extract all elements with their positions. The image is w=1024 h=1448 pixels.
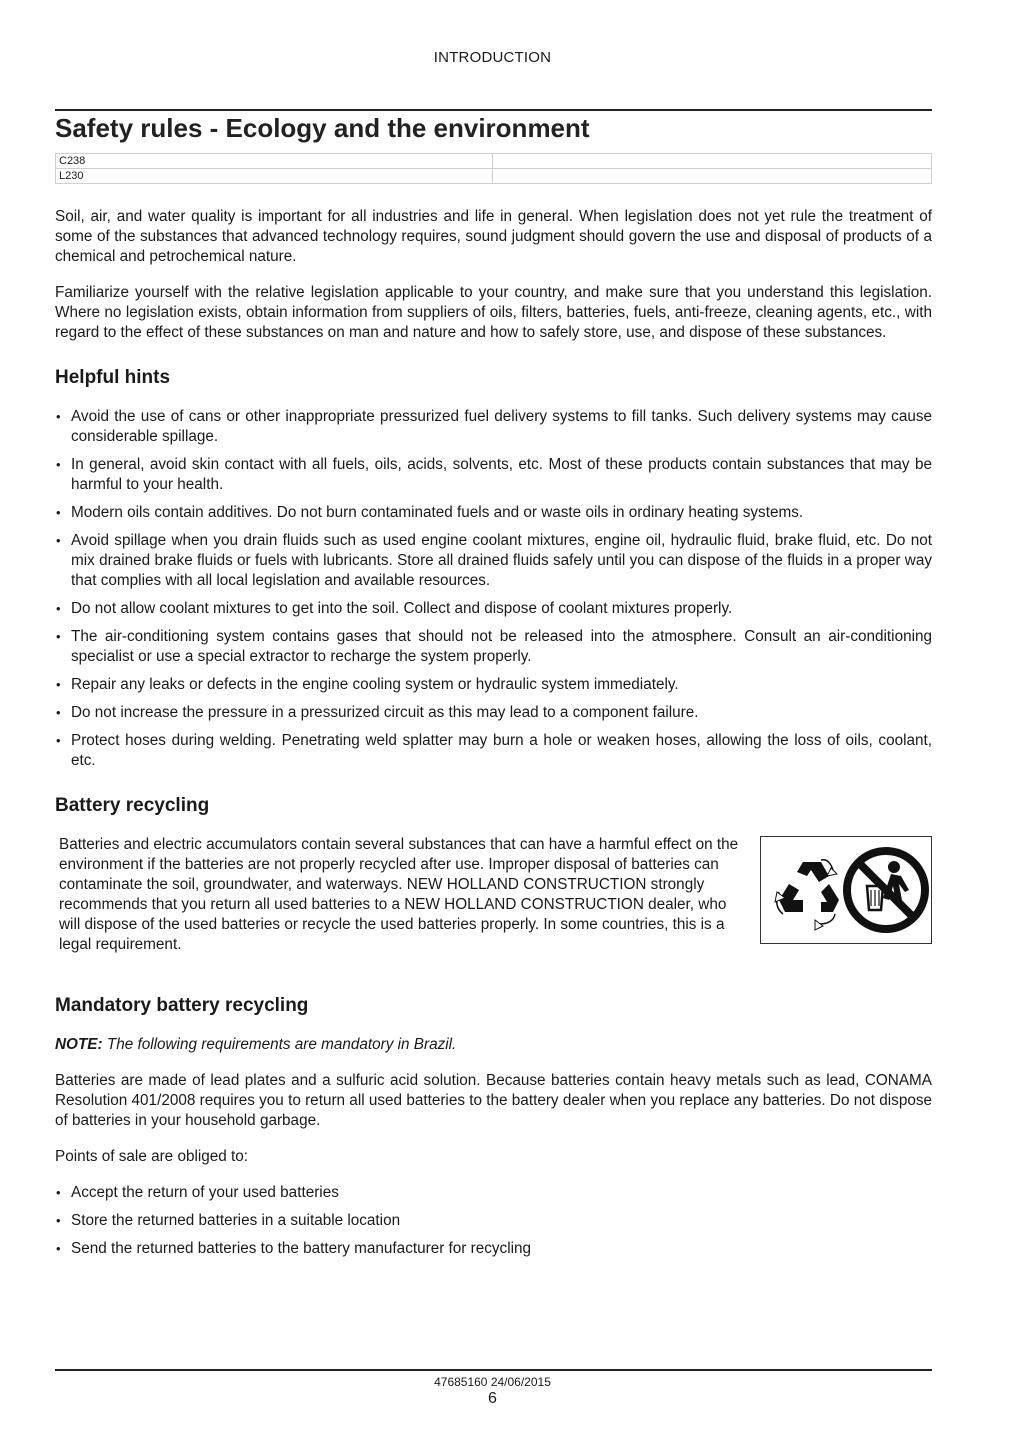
table-row [56,154,932,169]
battery-recycling-section [55,835,932,971]
helpful-hints-heading: Helpful hints [55,367,171,388]
list-item: • Send the returned batteries to the battery manufacturer for recycling [55,1239,932,1259]
model-code: C238 [56,154,493,169]
top-divider [55,109,932,111]
table-row [56,169,932,184]
battery-recycling-text: Batteries and electric accumulators contain several substances that can have a harmful effect on the environment if the batteries are not properly recycled after use. Improper disposal of batteries can contaminate the soil, groundwater, and waterways. NEW HOLLAND CONSTRUCTION strongly recommends that you return all used batteries to a NEW HOLLAND CONSTRUCTION dealer, who will dispose of the used batteries or recycle the used batteries properly. In some countries, this is a legal requirement. [59,836,739,953]
footer-divider [55,1369,932,1371]
points-intro: Points of sale are obliged to: [55,1148,249,1165]
intro-paragraph: Soil, air, and water quality is important for all industries and life in general. When legislation does not yet rule the treatment of some of the substances that advanced technology requires, sound judgment should govern the use and disposal of products of a chemical and petrochemical nature. [55,208,932,265]
list-item: • Avoid the use of cans or other inappropriate pressurized fuel delivery systems to fill tanks. Such delivery systems may cause considerable spillage. [55,407,932,447]
page-number: 6 [488,1390,497,1407]
list-item: • Store the returned batteries in a suitable location [55,1211,932,1231]
list-item: • In general, avoid skin contact with all fuels, oils, acids, solvents, etc. Most of these products contain substances that may be harmful to your health. [55,455,932,495]
list-item: • Modern oils contain additives. Do not burn contaminated fuels and or waste oils in ordinary heating systems. [55,503,932,523]
page-title: Safety rules - Ecology and the environment [55,113,590,143]
note-text: The following requirements are mandatory in Brazil. [102,1036,457,1053]
battery-recycling-heading: Battery recycling [55,795,210,816]
running-header: INTRODUCTION [433,49,552,66]
list-item: • Avoid spillage when you drain fluids such as used engine coolant mixtures, engine oil, hydraulic fluid, brake fluid, etc. Do not mix drained brake fluids or fuels with lubricants. Store all drained fluids safely until you can dispose of the fluids in a proper way that complies with all local legislation and available resources. [55,531,932,591]
model-code: L230 [56,169,493,184]
document-code: 47685160 24/06/2015 [434,1375,551,1389]
mandatory-recycling-heading: Mandatory battery recycling [55,995,309,1016]
points-of-sale-list [55,1183,932,1259]
model-applicability-table [55,153,932,184]
recycling-symbols [763,840,929,940]
note-label: NOTE: [55,1036,103,1053]
list-item: • Repair any leaks or defects in the engine cooling system or hydraulic system immediately. [55,675,932,695]
list-item: • The air-conditioning system contains gases that should not be released into the atmosphere. Consult an air-conditioning specialist or use a special extractor to recharge the system properly. [55,627,932,667]
intro-paragraph: Familiarize yourself with the relative legislation applicable to your country, and make sure that you understand this legislation. Where no legislation exists, obtain information from suppliers of oils, filters, batteries, fuels, anti-freeze, cleaning agents, etc., with regard to the effect of these substances on man and nature and how to safely store, use, and dispose of these substances. [55,284,932,341]
list-item: • Do not allow coolant mixtures to get into the soil. Collect and dispose of coolant mixtures properly. [55,599,932,619]
no-trash-disposal-icon [847,851,925,929]
note [55,1035,932,1055]
recycling-figure [760,836,932,944]
list-item: • Accept the return of your used batteries [55,1183,932,1203]
mandatory-paragraph: Batteries are made of lead plates and a sulfuric acid solution. Because batteries contain heavy metals such as lead, CONAMA Resolution 401/2008 requires you to return all used batteries to the battery dealer when you replace any batteries. Do not dispose of batteries in your household garbage. [55,1072,932,1129]
list-item: • Do not increase the pressure in a pressurized circuit as this may lead to a component failure. [55,703,932,723]
list-item: • Protect hoses during welding. Penetrating weld splatter may burn a hole or weaken hoses, allowing the loss of oils, coolant, etc. [55,731,932,771]
main-content [55,207,932,1271]
helpful-hints-list [55,407,932,771]
recycle-icon [775,860,839,930]
empty-cell [493,154,932,169]
empty-cell [493,169,932,184]
